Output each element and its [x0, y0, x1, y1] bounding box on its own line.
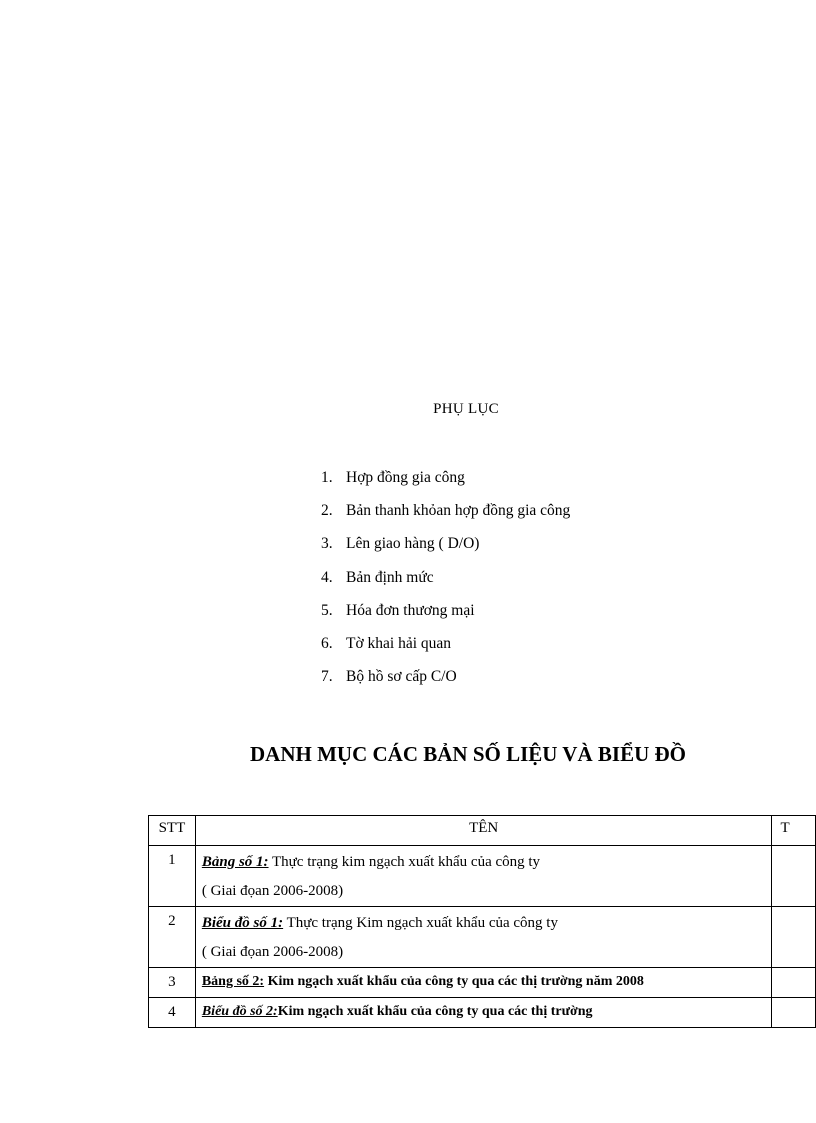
- appendix-item-number: 6.: [321, 634, 333, 652]
- row-description: Kim ngạch xuất khẩu của công ty qua các thị trường năm 2008: [264, 974, 644, 989]
- row-page-cell: [772, 998, 816, 1028]
- row-stt: 4: [149, 998, 196, 1028]
- appendix-item-number: 3.: [321, 535, 333, 553]
- column-header-page: T: [772, 816, 816, 846]
- table-header-row: [149, 816, 816, 846]
- appendix-title: PHỤ LỤC: [433, 401, 499, 417]
- row-label: Biểu đồ số 2:: [201, 1004, 278, 1019]
- appendix-item-label: Tờ khai hải quan: [346, 634, 452, 652]
- column-header-name: TÊN: [195, 816, 772, 846]
- row-stt: 3: [149, 968, 196, 998]
- appendix-item: [321, 532, 570, 565]
- appendix-list: [321, 466, 570, 698]
- row-period: ( Giai đọan 2006-2008): [201, 883, 344, 899]
- row-stt: 2: [149, 907, 196, 968]
- appendix-item: [321, 566, 570, 599]
- appendix-item-label: Bản định mức: [346, 568, 434, 586]
- appendix-item: [321, 632, 570, 665]
- appendix-item: [321, 665, 570, 698]
- row-description: Thực trạng kim ngạch xuất khẩu của công ty: [268, 854, 541, 870]
- row-page-cell: [772, 968, 816, 998]
- row-description: Thực trạng Kim ngạch xuất khẩu của công ty: [283, 915, 558, 931]
- table-row: [149, 968, 816, 998]
- appendix-item-label: Hợp đồng gia công: [346, 469, 465, 486]
- appendix-item-number: 5.: [321, 601, 333, 619]
- row-name-cell: [195, 846, 772, 907]
- row-label: Bảng số 1:: [201, 854, 269, 870]
- row-name-cell: [195, 907, 772, 968]
- appendix-item-number: 4.: [321, 568, 333, 586]
- row-label: Biểu đồ số 1:: [201, 915, 284, 931]
- index-table: [148, 815, 816, 1028]
- appendix-item-number: 7.: [321, 668, 333, 686]
- appendix-item: [321, 466, 570, 499]
- row-label: Bảng số 2:: [201, 974, 265, 989]
- appendix-item-label: Bản thanh khỏan hợp đồng gia công: [346, 502, 571, 520]
- row-stt: 1: [149, 846, 196, 907]
- table-row: [149, 907, 816, 968]
- appendix-item-label: Hóa đơn thương mại: [346, 601, 475, 619]
- table-row: [149, 998, 816, 1028]
- row-description: Kim ngạch xuất khẩu của công ty qua các thị trường: [277, 1004, 593, 1019]
- row-period: ( Giai đọan 2006-2008): [201, 944, 344, 960]
- appendix-item-label: Lên giao hàng ( D/O): [346, 535, 480, 553]
- appendix-item-number: 2.: [321, 502, 333, 520]
- column-header-stt: STT: [149, 816, 196, 846]
- row-name-cell: [195, 968, 772, 998]
- appendix-item-label: Bộ hồ sơ cấp C/O: [346, 668, 457, 686]
- row-page-cell: [772, 907, 816, 968]
- index-heading: DANH MỤC CÁC BẢN SỐ LIỆU VÀ BIỂU ĐỒ: [250, 742, 686, 766]
- appendix-item: [321, 599, 570, 632]
- appendix-item: [321, 499, 570, 532]
- table-row: [149, 846, 816, 907]
- row-page-cell: [772, 846, 816, 907]
- appendix-item-number: 1.: [321, 469, 333, 486]
- row-name-cell: [195, 998, 772, 1028]
